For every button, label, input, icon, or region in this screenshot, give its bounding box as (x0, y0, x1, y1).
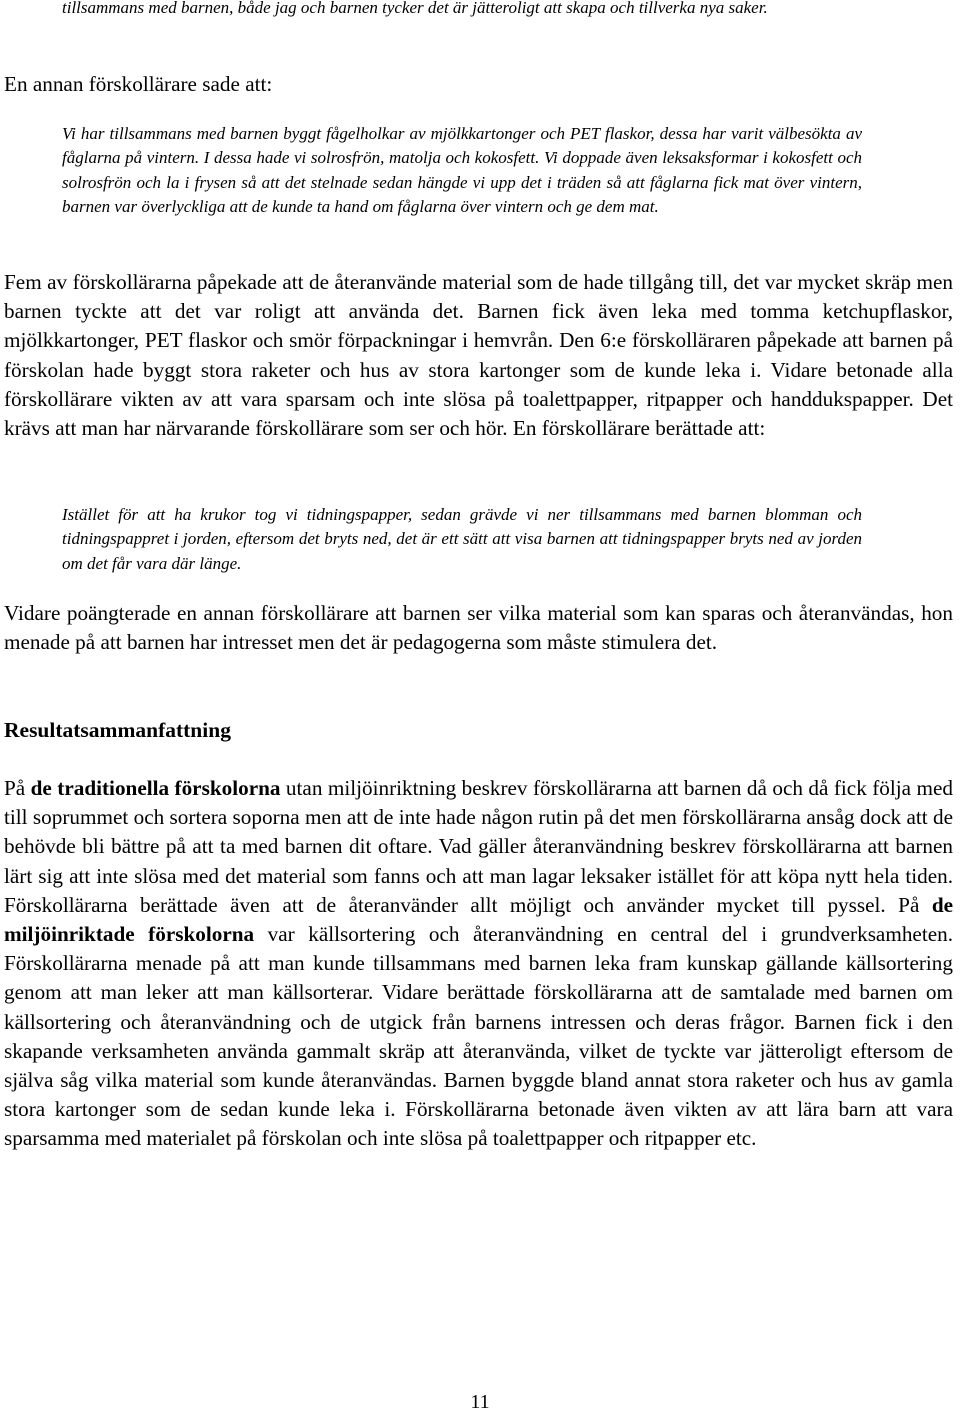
page-number: 11 (470, 1391, 490, 1413)
summary-text-3: var källsortering och återanvändning en central del i grundverksamheten. Förskollärarna menade på att man kunde tillsammans med barnen leka fram kunskap gällande källsortering genom att man leker att man källsorterar. Vidare berättade förskollärarna att de samtalade med barnen om källsortering och återanvändning och de utgick från barnens intressen och deras frågor. Barnen fick i den skapande verksamheten använda gammalt skräp att återanvända, vilket de tyckte var jätteroligt eftersom de själva såg vilka material som kunde återanvändas. Barnen byggde bland annat stora raketer och hus av gamla stora kartonger som de sedan kunde leka i. Förskollärarna betonade även vikten av att lära barn att vara sparsamma med materialet på förskolan och inte slösa på toalettpapper och ritpapper etc. (4, 922, 953, 1151)
section-heading: Resultatsammanfattning (4, 718, 231, 742)
summary-text-1: På (4, 776, 31, 800)
summary-text-2: utan miljöinriktning beskrev förskollärarna att barnen då och då fick följa med till soprummet och sortera soporna men att de inte hade någon rutin på det men förskollärarna ansåg dock att de behövde bli bättre på att ta med barnen dit oftare. Vad gäller återanvändning beskrev förskollärarna att barnen lärt sig att inte slösa med det material som fanns och att man lagar leksaker istället för att köpa nytt hela tiden. Förskollärarna berättade även att de återanvänder allt möjligt och använder mycket till pyssel. På (4, 776, 954, 917)
summary-bold-traditional: de traditionella förskolorna (30, 776, 281, 800)
summary-paragraph (4, 774, 953, 1154)
quote-continuation: tillsammans med barnen, både jag och barnen tycker det är jätteroligt att skapa och tillverka nya saker. (62, 0, 768, 17)
paragraph-further: Vidare poängterade en annan förskollärare att barnen ser vilka material som kan sparas och återanvändas, hon menade på att barnen har intresset men det är pedagogerna som måste stimulera det. (4, 601, 953, 655)
quote-birdhouses: Vi har tillsammans med barnen byggt fågelholkar av mjölkkartonger och PET flaskor, dessa har varit välbesökta av fåglarna på vintern. I dessa hade vi solrosfrön, matolja och kokosfett. Vi doppade även leksaksformar i kokosfett och solrosfrön och la i frysen så att det stelnade sedan hängde vi upp det i träden så att fåglarna fick mat över vintern, barnen var överlyckliga att de kunde ta hand om fåglarna över vintern och ge dem mat. (62, 124, 862, 217)
paragraph-five-teachers: Fem av förskollärarna påpekade att de återanvände material som de hade tillgång till, det var mycket skräp men barnen tyckte att det var roligt att använda det. Barnen fick även leka med tomma ketchupflaskor, mjölkkartonger, PET flaskor och smör förpackningar i hemvrån. Den 6:e förskolläraren påpekade att barnen på förskolan hade byggt stora raketer och hus av stora kartonger som de kunde leka i. Vidare betonade alla förskollärare vikten av att vara sparsam och inte slösa på toalettpapper, ritpapper och handdukspapper. Det krävs att man har närvarande förskollärare som ser och hör. En förskollärare berättade att: (4, 270, 953, 441)
quote-newspaper: Istället för att ha krukor tog vi tidningspapper, sedan grävde vi ner tillsammans med barnen blomman och tidningspappret i jorden, eftersom det bryts ned, det är ett sätt att visa barnen att tidningspapper bryts ned av jorden om det får vara där länge. (62, 505, 862, 573)
summary-bold-environmental: de miljöinriktade förskolorna (4, 892, 953, 947)
intro-another-teacher: En annan förskollärare sade att: (4, 72, 273, 96)
